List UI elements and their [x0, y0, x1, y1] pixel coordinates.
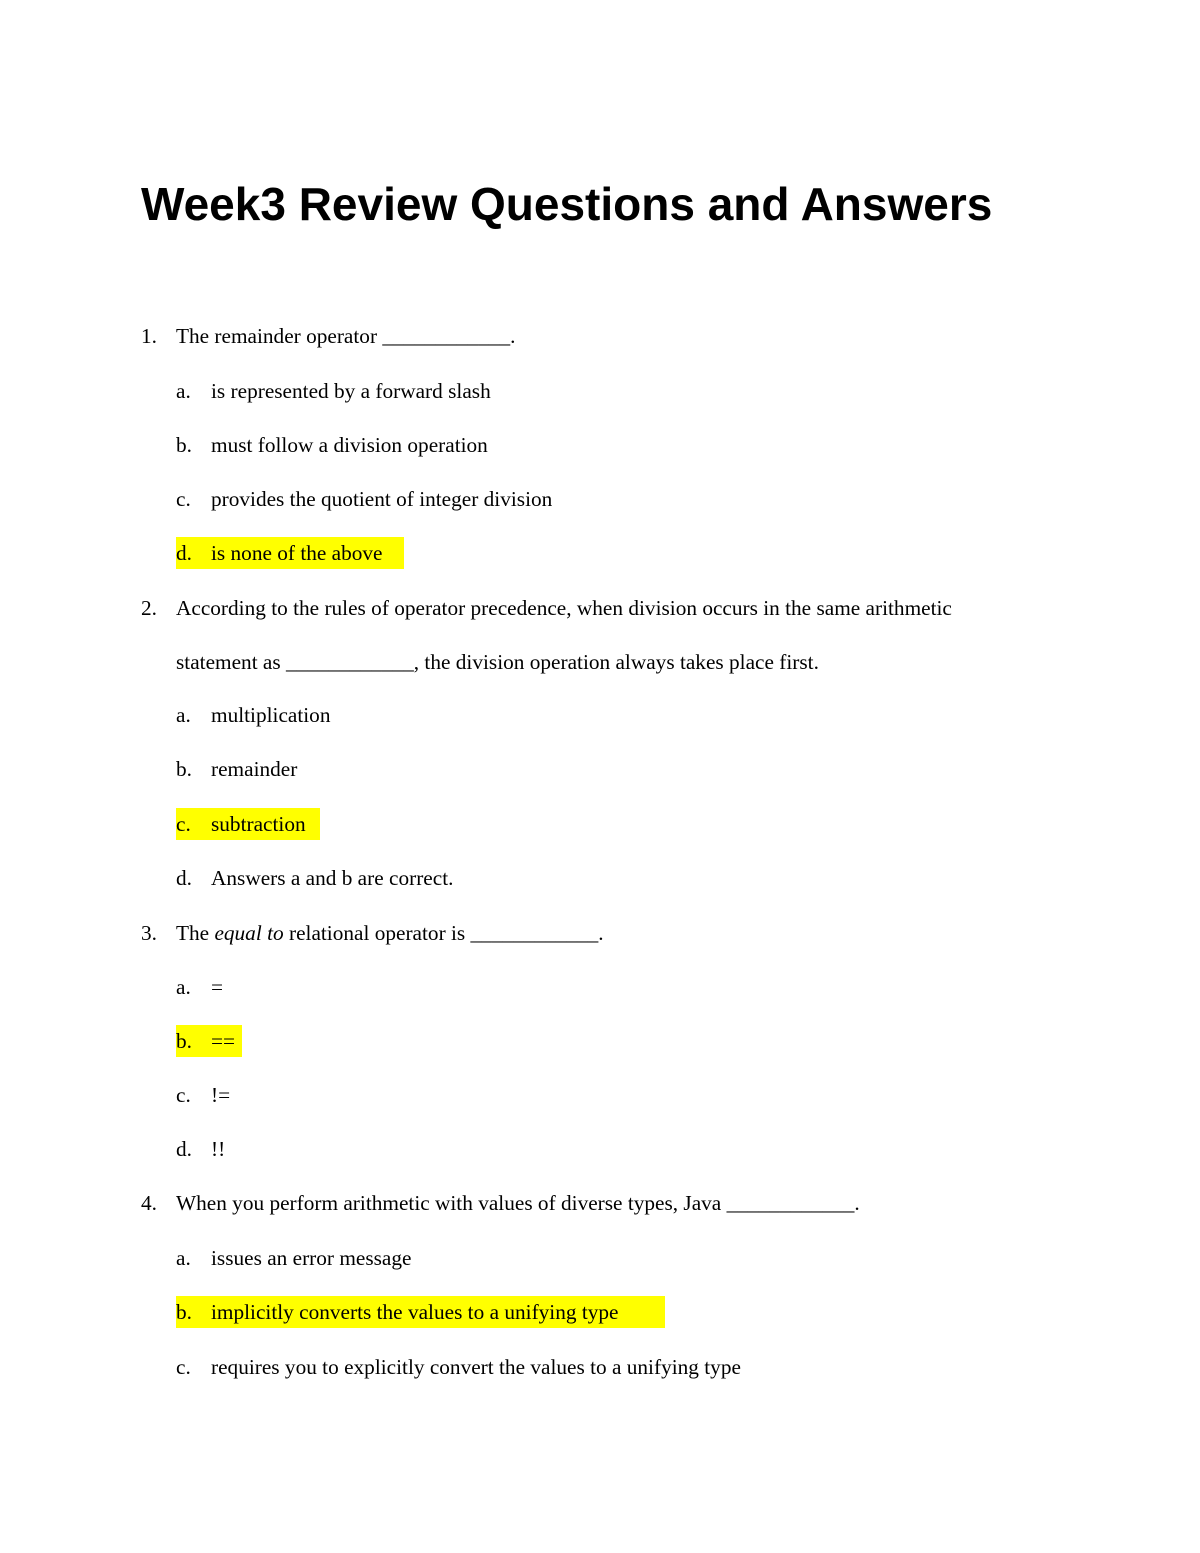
answer-option-correct	[176, 537, 404, 578]
option-letter: b.	[176, 1029, 192, 1053]
option-text: !=	[211, 1083, 231, 1107]
option-text: must follow a division operation	[211, 433, 488, 457]
question-text: statement as ____________, the division operation always takes place first.	[176, 650, 819, 674]
option-text: is represented by a forward slash	[211, 379, 491, 403]
option-letter: c.	[176, 1083, 191, 1107]
option-text: provides the quotient of integer division	[211, 487, 553, 511]
option-letter: b.	[176, 757, 192, 781]
option-letter: a.	[176, 703, 191, 727]
question-number: 4.	[141, 1191, 157, 1215]
option-letter: b.	[176, 433, 192, 457]
option-text: multiplication	[211, 703, 331, 727]
answer-highlight	[176, 537, 404, 569]
answer-option-correct	[176, 808, 320, 849]
option-letter: d.	[176, 866, 192, 890]
answer-highlight	[176, 1025, 242, 1057]
option-letter: a.	[176, 975, 191, 999]
answer-highlight	[176, 1296, 665, 1328]
question-text-end: relational operator is ____________.	[283, 921, 604, 945]
page-title: Week3 Review Questions and Answers	[141, 178, 993, 230]
answer-highlight	[176, 808, 320, 840]
answer-option-correct	[176, 1296, 665, 1337]
option-letter: a.	[176, 379, 191, 403]
option-text: implicitly converts the values to a unifying type	[211, 1300, 619, 1324]
question-number: 1.	[141, 324, 157, 348]
option-text: requires you to explicitly convert the values to a unifying type	[211, 1355, 741, 1379]
question-number: 3.	[141, 921, 157, 945]
question-text-start: The	[176, 921, 215, 945]
option-text: !!	[211, 1137, 226, 1161]
option-letter: b.	[176, 1300, 192, 1324]
option-text: Answers a and b are correct.	[211, 866, 454, 890]
option-text: remainder	[211, 757, 298, 781]
option-text: issues an error message	[211, 1246, 412, 1270]
option-text: =	[211, 975, 224, 999]
option-letter: d.	[176, 1137, 192, 1161]
question-number: 2.	[141, 596, 157, 620]
question-text: When you perform arithmetic with values of diverse types, Java ____________.	[176, 1191, 860, 1215]
option-text: is none of the above	[211, 541, 383, 565]
question-text	[176, 917, 604, 949]
question-text: The remainder operator ____________.	[176, 324, 516, 348]
option-letter: c.	[176, 1355, 191, 1379]
option-letter: c.	[176, 487, 191, 511]
option-text: ==	[211, 1029, 236, 1053]
option-text: subtraction	[211, 812, 306, 836]
answer-option-correct	[176, 1025, 242, 1066]
option-letter: c.	[176, 812, 191, 836]
question-text-italic: equal to	[214, 921, 284, 945]
option-letter: a.	[176, 1246, 191, 1270]
option-letter: d.	[176, 541, 192, 565]
question-text: According to the rules of operator precedence, when division occurs in the same arithmetic	[176, 596, 952, 620]
